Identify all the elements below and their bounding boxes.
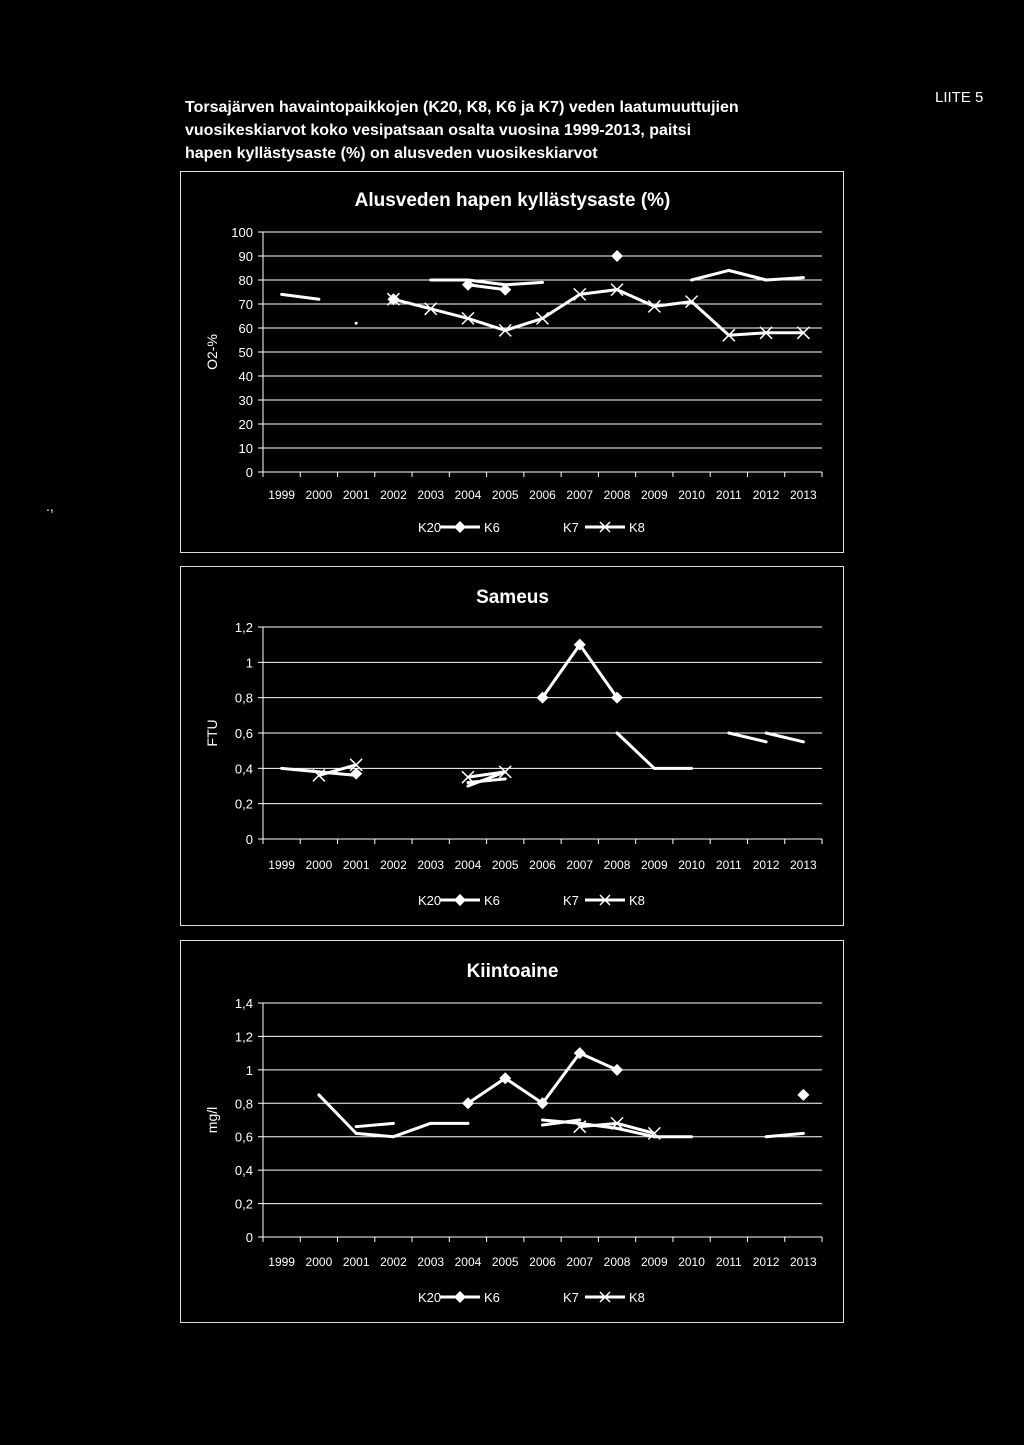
- x-tick-label: 2006: [529, 858, 556, 872]
- y-tick-label: 80: [238, 273, 253, 288]
- chart-title: Sameus: [476, 587, 549, 608]
- x-tick-label: 2013: [790, 488, 817, 502]
- x-tick-label: 2004: [454, 488, 482, 502]
- chart-title: Alusveden hapen kyllästysaste (%): [354, 190, 671, 211]
- data-point: [611, 250, 623, 262]
- legend: [418, 520, 645, 535]
- legend: [418, 1290, 645, 1305]
- series-line-k20: [431, 280, 543, 285]
- solids-chart-svg: [181, 941, 843, 1322]
- y-tick-label: 0,2: [234, 1196, 253, 1212]
- x-tick-label: 2005: [491, 1255, 519, 1269]
- x-tick-label: 2000: [305, 488, 333, 502]
- series-line-k20: [766, 1133, 803, 1136]
- y-tick-label: 10: [238, 441, 253, 456]
- x-tick-label: 2013: [790, 858, 817, 872]
- y-tick-label: 0,8: [234, 690, 253, 706]
- y-tick-label: 0,4: [234, 1163, 253, 1179]
- legend-label: K7: [563, 520, 579, 535]
- x-tick-label: 2012: [752, 858, 780, 872]
- oxygen-chart-svg: [181, 172, 843, 552]
- x-tick-label: 2011: [715, 858, 742, 872]
- chart-panel-turbidity: [180, 566, 844, 926]
- x-tick-label: 2002: [380, 488, 407, 502]
- x-tick-label: 2011: [715, 488, 742, 502]
- legend-label: K6: [484, 1290, 500, 1305]
- series-line-k7: [729, 270, 766, 280]
- x-tick-label: 2002: [380, 1255, 407, 1269]
- series-k20: [317, 1093, 804, 1138]
- series-k6: [462, 1047, 809, 1109]
- x-tick-label: 2003: [417, 1255, 445, 1269]
- x-tick-label: 2001: [342, 488, 370, 502]
- x-tick-label: 2005: [491, 858, 519, 872]
- series-line-k7: [356, 1123, 393, 1126]
- legend-label: K6: [484, 893, 500, 908]
- y-tick-label: 1,4: [234, 996, 253, 1011]
- series-line-k20: [766, 733, 803, 742]
- legend-label: K20: [418, 893, 442, 908]
- x-tick-label: 2004: [454, 858, 482, 872]
- legend-label: K8: [629, 520, 645, 535]
- legend-label: K6: [484, 520, 500, 535]
- series-k20: [280, 732, 805, 788]
- y-tick-label: 90: [238, 249, 253, 264]
- x-tick-label: 2010: [678, 858, 705, 872]
- legend-marker: [454, 894, 466, 906]
- x-tick-label: 2001: [342, 1255, 370, 1269]
- y-tick-label: 0,8: [234, 1096, 253, 1112]
- y-tick-label: 100: [231, 225, 253, 240]
- series-k8: [387, 284, 809, 342]
- x-tick-label: 2001: [342, 858, 370, 872]
- legend-label: K8: [629, 1290, 645, 1305]
- legend-label: K8: [629, 893, 645, 908]
- series-line-k7: [729, 733, 766, 742]
- legend-marker: [454, 1291, 466, 1303]
- x-tick-label: 2009: [640, 488, 668, 502]
- x-tick-label: 2003: [417, 488, 445, 502]
- y-tick-label: 1: [245, 1062, 253, 1078]
- chart-panel-solids: [180, 940, 844, 1323]
- x-tick-label: 2000: [305, 1255, 333, 1269]
- data-point: [611, 1064, 623, 1076]
- y-tick-label: 1: [245, 655, 253, 671]
- x-tick-label: 2007: [566, 488, 594, 502]
- stray-mark: .,: [46, 498, 54, 514]
- header-line-2: vuosikeskiarvot koko vesipatsaan osalta vuosina 1999-2013, paitsi: [185, 122, 692, 139]
- y-tick-label: 40: [238, 369, 253, 384]
- x-tick-label: 2006: [529, 488, 556, 502]
- x-tick-label: 2006: [529, 1255, 556, 1269]
- x-tick-label: 2011: [715, 1255, 742, 1269]
- y-tick-label: 0: [245, 465, 253, 480]
- turbidity-chart-svg: [181, 567, 843, 925]
- legend-label: K20: [418, 1290, 442, 1305]
- x-tick-label: 2003: [417, 858, 445, 872]
- y-axis-label: FTU: [204, 719, 220, 747]
- y-axis-label: mg/l: [204, 1106, 220, 1134]
- x-tick-label: 2013: [790, 1255, 817, 1269]
- legend-label: K20: [418, 520, 442, 535]
- data-point: [797, 1089, 809, 1101]
- chart-panel-oxygen: [180, 171, 844, 553]
- x-tick-label: 2007: [566, 858, 594, 872]
- y-tick-label: 0: [245, 1230, 253, 1245]
- x-tick-label: 2012: [752, 1255, 780, 1269]
- series-line-k20: [617, 733, 692, 768]
- series-k6: [387, 250, 623, 305]
- y-tick-label: 1,2: [234, 1029, 253, 1045]
- series-line-k6: [468, 1053, 617, 1103]
- y-tick-label: 60: [238, 321, 253, 336]
- x-tick-label: 2009: [640, 1255, 668, 1269]
- legend: [418, 893, 645, 908]
- appendix-label: LIITE 5: [935, 89, 984, 106]
- series-line-k6: [543, 645, 618, 698]
- legend-label: K7: [563, 893, 579, 908]
- x-tick-label: 2009: [640, 858, 668, 872]
- x-tick-label: 2000: [305, 858, 333, 872]
- y-tick-label: 0,2: [234, 796, 253, 812]
- series-line-k20: [282, 294, 319, 299]
- y-tick-label: 70: [238, 297, 253, 312]
- y-tick-label: 30: [238, 393, 253, 408]
- x-tick-label: 2008: [603, 488, 631, 502]
- x-tick-label: 2008: [603, 1255, 631, 1269]
- chart-title: Kiintoaine: [466, 961, 559, 982]
- x-tick-label: 2005: [491, 488, 519, 502]
- x-tick-label: 2007: [566, 1255, 594, 1269]
- legend-marker: [454, 521, 466, 533]
- x-tick-label: 2008: [603, 858, 631, 872]
- y-tick-label: 0,4: [234, 761, 253, 777]
- x-tick-label: 2012: [752, 488, 780, 502]
- header-line-3: hapen kyllästysaste (%) on alusveden vuosikeskiarvot: [185, 145, 598, 162]
- series-k6: [350, 639, 623, 780]
- y-tick-label: 1,2: [234, 620, 253, 635]
- series-k20: [280, 269, 805, 301]
- x-tick-label: 1999: [268, 1255, 295, 1269]
- x-tick-label: 2002: [380, 858, 407, 872]
- x-tick-label: 1999: [268, 488, 295, 502]
- series-k7: [466, 732, 767, 784]
- y-tick-label: 20: [238, 417, 253, 432]
- y-tick-label: 0,6: [234, 726, 253, 741]
- x-tick-label: 2010: [678, 488, 705, 502]
- series-line-k20: [319, 1095, 468, 1137]
- y-tick-label: 0: [245, 832, 253, 847]
- x-tick-label: 2010: [678, 1255, 705, 1269]
- data-point: [355, 322, 358, 325]
- page-header: [185, 96, 785, 165]
- y-tick-label: 50: [238, 345, 253, 360]
- x-tick-label: 2004: [454, 1255, 482, 1269]
- legend-label: K7: [563, 1290, 579, 1305]
- y-tick-label: 0,6: [234, 1129, 253, 1145]
- header-line-1: Torsajärven havaintopaikkojen (K20, K8, K6 ja K7) veden laatumuuttujien: [185, 99, 739, 116]
- y-axis-label: O2-%: [204, 334, 220, 370]
- x-tick-label: 1999: [268, 858, 295, 872]
